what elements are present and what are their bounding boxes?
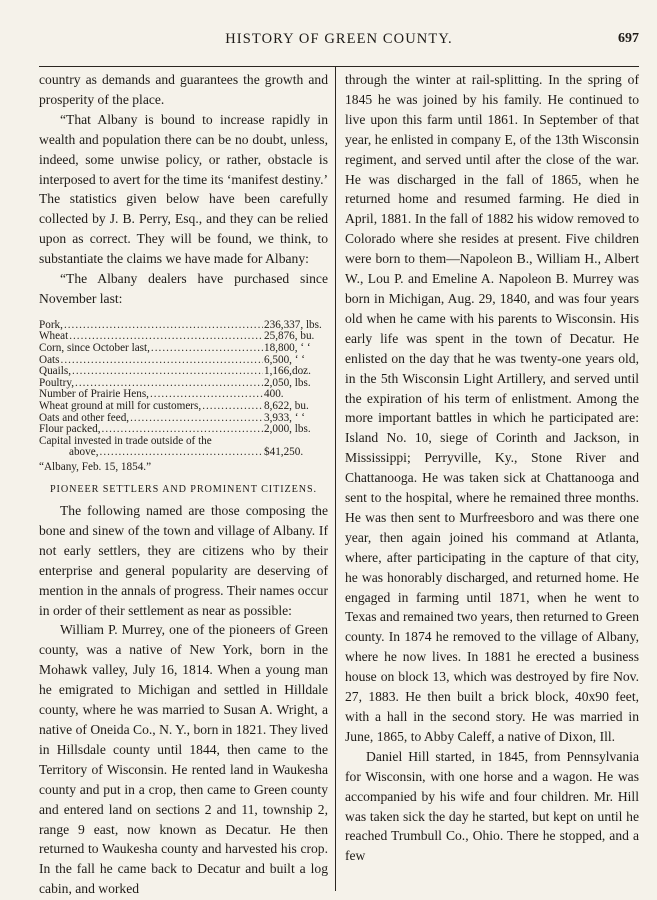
stat-value: 1,166,doz. [264,365,311,378]
stat-value: 6,500, ‘ ‘ [264,353,306,366]
stat-label: Pork, [39,318,63,331]
stat-value: 2,050, lbs. [264,376,311,389]
dateline: “Albany, Feb. 15, 1854.” [39,461,152,473]
leader-dots [100,447,263,459]
leader-dots [64,320,263,332]
stat-label: Number of Prairie Hens, [39,388,149,401]
paragraph: “That Albany is bound to increase rapidly in wealth and population there can be no doubt, unless, indeed, some unwise policy, or rather, obstacle is interposed to avert for the time its ‘manifest destiny.’ The statistics given below have been carefully collected by J. B. Perry, Esq., and they can be relied upon as correct. They will be found, we think, to substantiate the claims we have made for Albany: [39,111,328,267]
leader-dots [61,355,263,367]
stat-value: 236,337, lbs. [264,318,322,331]
paragraph: The following named are those composing the bone and sinew of the town and village of Albany. If not early settlers, they are citizens who by their enterprise and general popularity are deserving of mention in the annals of progress. Their names occur in order of their settlement as near as possible: [39,503,328,618]
page-header [39,31,639,53]
left-column [39,70,328,899]
statistics-table [39,320,328,459]
right-column [345,70,639,866]
stat-label: Capital invested in trade outside of the [39,434,212,447]
leader-dots [72,366,263,378]
stat-row [39,343,328,355]
paragraph: “The Albany dealers have purchased since November last: [39,271,328,306]
leader-dots [202,401,263,413]
paragraph: country as demands and guarantees the growth and prosperity of the place. [39,72,328,107]
stat-label: Wheat [39,330,69,343]
stat-row [39,447,328,459]
paragraph: Daniel Hill started, in 1845, from Pennsylvania for Wisconsin, with one horse and a wagon. He was accompanied by his wife and four children. Mr. Hill was taken sick the day he started, but kept on until he reached Trumbull Co., Ohio. There he stopped, and a few [345,748,639,864]
stat-label: Oats [39,353,60,366]
stat-label: Oats and other feed, [39,411,130,424]
stat-label: above, [69,446,99,459]
stat-label: Wheat ground at mill for customers, [39,400,202,413]
paragraph: through the winter at rail-splitting. In the spring of 1845 he was joined by his family. He continued to live upon this farm until 1861. In September of that year, he enlisted in company E, of the 13th Wisconsin regiment, and served until after the close of the war. He was discharged in the fall of 1865, when he returned home and resumed farming. He died in April, 1881. In the fall of 1882 his widow removed to Colorado where she resides at present. Five children were born to them—Napoleon B., William H., Albert W., Lou P. and Emeline A. Napoleon B. Murrey was born in Michigan, Aug. 29, 1840, and was four years old when he came with his parents to Wisconsin. His early life was spent in the town of Decatur. He enlisted on the day that he was twenty-one years old, in the 5th Wisconsin Light Artillery, and served until the expiration of his term of enlistment. Among the more important battles in which he participated are: Island No. 10, siege of Corinth and Jackson, in Mississippi; Perryville, Ky., Stone River and Chattanooga. He was taken sick at Chattanooga and sent to the hospital, where he remained three months. He was then sent to Murfreesboro and was there one year, then again joined his command at Atlanta, where, after participating in the capture of that city, he was honorably discharged, and returned home. He engaged in farming until 1871, when he went to Texas and remained two years, then returned to Green county. In 1874 he removed to the village of Albany, where he now lives. In 1881 he erected a business house on block 13, which was destroyed by fire Nov. 27, 1883. He then built a brick block, 40x90 feet, with a hall in the second story. He was married in June, 1865, to Abby Caleff, a native of Dixon, Ill. [345,72,639,744]
stat-value: 18,800, ‘ ‘ [264,342,311,355]
stat-row [39,401,328,413]
column-divider [335,66,336,891]
stat-label: Quails, [39,365,72,378]
leader-dots [130,413,263,425]
stat-value: 25,876, bu. [264,330,315,343]
section-heading: PIONEER SETTLERS AND PROMINENT CITIZENS. [49,484,317,495]
page-number: 697 [618,31,639,46]
stat-value: 2,000, lbs. [264,423,311,436]
stat-label: Flour packed, [39,423,101,436]
stat-value: 400. [264,388,284,401]
leader-dots [151,343,263,355]
header-rule [39,66,639,67]
stat-label: Poultry, [39,376,75,389]
running-title: HISTORY OF GREEN COUNTY. [225,31,453,47]
paragraph: William P. Murrey, one of the pioneers of Green county, was a native of New York, born in the Mohawk valley, July 16, 1814. When a young man he emigrated to Michigan and settled in Hilldale county, where he was married to Susan A. Wright, a native of Oneida Co., N. Y., born in 1821. They lived in Hillsdale county until 1844, then came to the Territory of Wisconsin. He rented land in Waukesha county and put in a crop, then came to Green county and entered land on sections 2 and 11, township 2, range 9 east, now known as Decatur. He then returned to Waukesha county and harvested his crop. In the fall he came back to Decatur and built a log cabin, and worked [39,622,328,897]
stat-value: $41,250. [264,446,304,459]
stat-value: 8,622, bu. [264,400,309,413]
stat-label: Corn, since October last, [39,342,150,355]
stat-value: 3,933, ‘ ‘ [264,411,306,424]
